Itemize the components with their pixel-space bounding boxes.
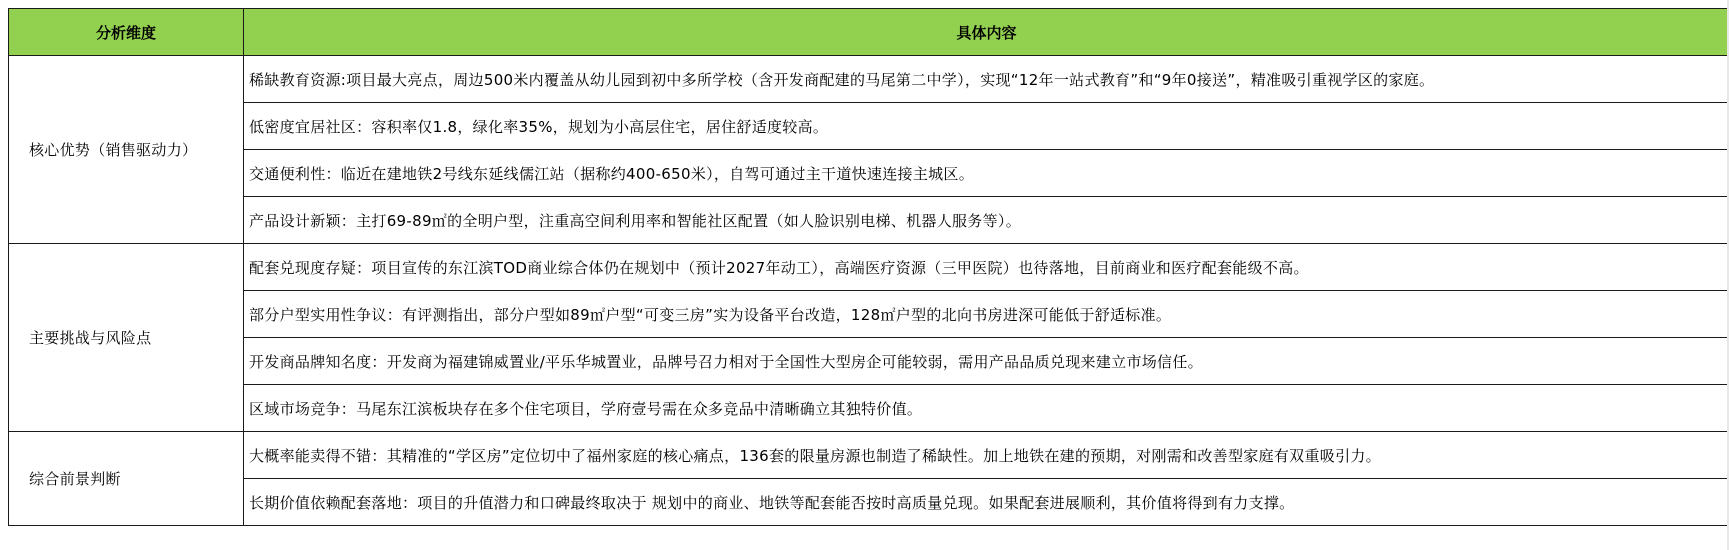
table-row (9, 479, 1729, 526)
table-row (9, 244, 1729, 291)
content-cell[interactable]: 交通便利性：临近在建地铁2号线东延线儒江站（据称约400-650米），自驾可通过主干道快速连接主城区。 (244, 150, 1729, 197)
content-cell[interactable]: 产品设计新颖：主打69-89㎡的全明户型，注重高空间利用率和智能社区配置（如人脸识别电梯、机器人服务等）。 (244, 197, 1729, 244)
content-cell[interactable]: 部分户型实用性争议：有评测指出，部分户型如89㎡户型“可变三房”实为设备平台改造，128㎡户型的北向书房进深可能低于舒适标准。 (244, 291, 1729, 338)
content-cell[interactable]: 配套兑现度存疑：项目宣传的东江滨TOD商业综合体仍在规划中（预计2027年动工），高端医疗资源（三甲医院）也待落地，目前商业和医疗配套能级不高。 (244, 244, 1729, 291)
table-row (9, 197, 1729, 244)
content-cell[interactable]: 开发商品牌知名度：开发商为福建锦威置业/平乐华城置业，品牌号召力相对于全国性大型房企可能较弱，需用产品品质兑现来建立市场信任。 (244, 338, 1729, 385)
table-row (9, 291, 1729, 338)
content-cell[interactable]: 稀缺教育资源:项目最大亮点，周边500米内覆盖从幼儿园到初中多所学校（含开发商配建的马尾第二中学），实现“12年一站式教育”和“9年0接送”，精准吸引重视学区的家庭。 (244, 56, 1729, 103)
dimension-cell-challenges[interactable]: 主要挑战与风险点 (9, 244, 244, 432)
analysis-table (8, 8, 1729, 526)
analysis-sheet (8, 8, 1729, 542)
dimension-cell-strengths[interactable]: 核心优势（销售驱动力） (9, 56, 244, 244)
table-row (9, 385, 1729, 432)
content-cell[interactable]: 大概率能卖得不错：其精准的“学区房”定位切中了福州家庭的核心痛点，136套的限量房源也制造了稀缺性。加上地铁在建的预期，对刚需和改善型家庭有双重吸引力。 (244, 432, 1729, 479)
content-cell[interactable]: 长期价值依赖配套落地：项目的升值潜力和口碑最终取决于 规划中的商业、地铁等配套能否按时高质量兑现。如果配套进展顺利，其价值将得到有力支撑。 (244, 479, 1729, 526)
header-row (9, 9, 1729, 56)
table-row (9, 150, 1729, 197)
table-row (9, 103, 1729, 150)
table-row (9, 432, 1729, 479)
dimension-cell-outlook[interactable]: 综合前景判断 (9, 432, 244, 526)
table-row (9, 56, 1729, 103)
table-row (9, 338, 1729, 385)
content-cell[interactable]: 低密度宜居社区：容积率仅1.8，绿化率35%，规划为小高层住宅，居住舒适度较高。 (244, 103, 1729, 150)
header-content[interactable]: 具体内容 (244, 9, 1729, 56)
header-dimension[interactable]: 分析维度 (9, 9, 244, 56)
content-cell[interactable]: 区域市场竞争：马尾东江滨板块存在多个住宅项目，学府壹号需在众多竞品中清晰确立其独特价值。 (244, 385, 1729, 432)
